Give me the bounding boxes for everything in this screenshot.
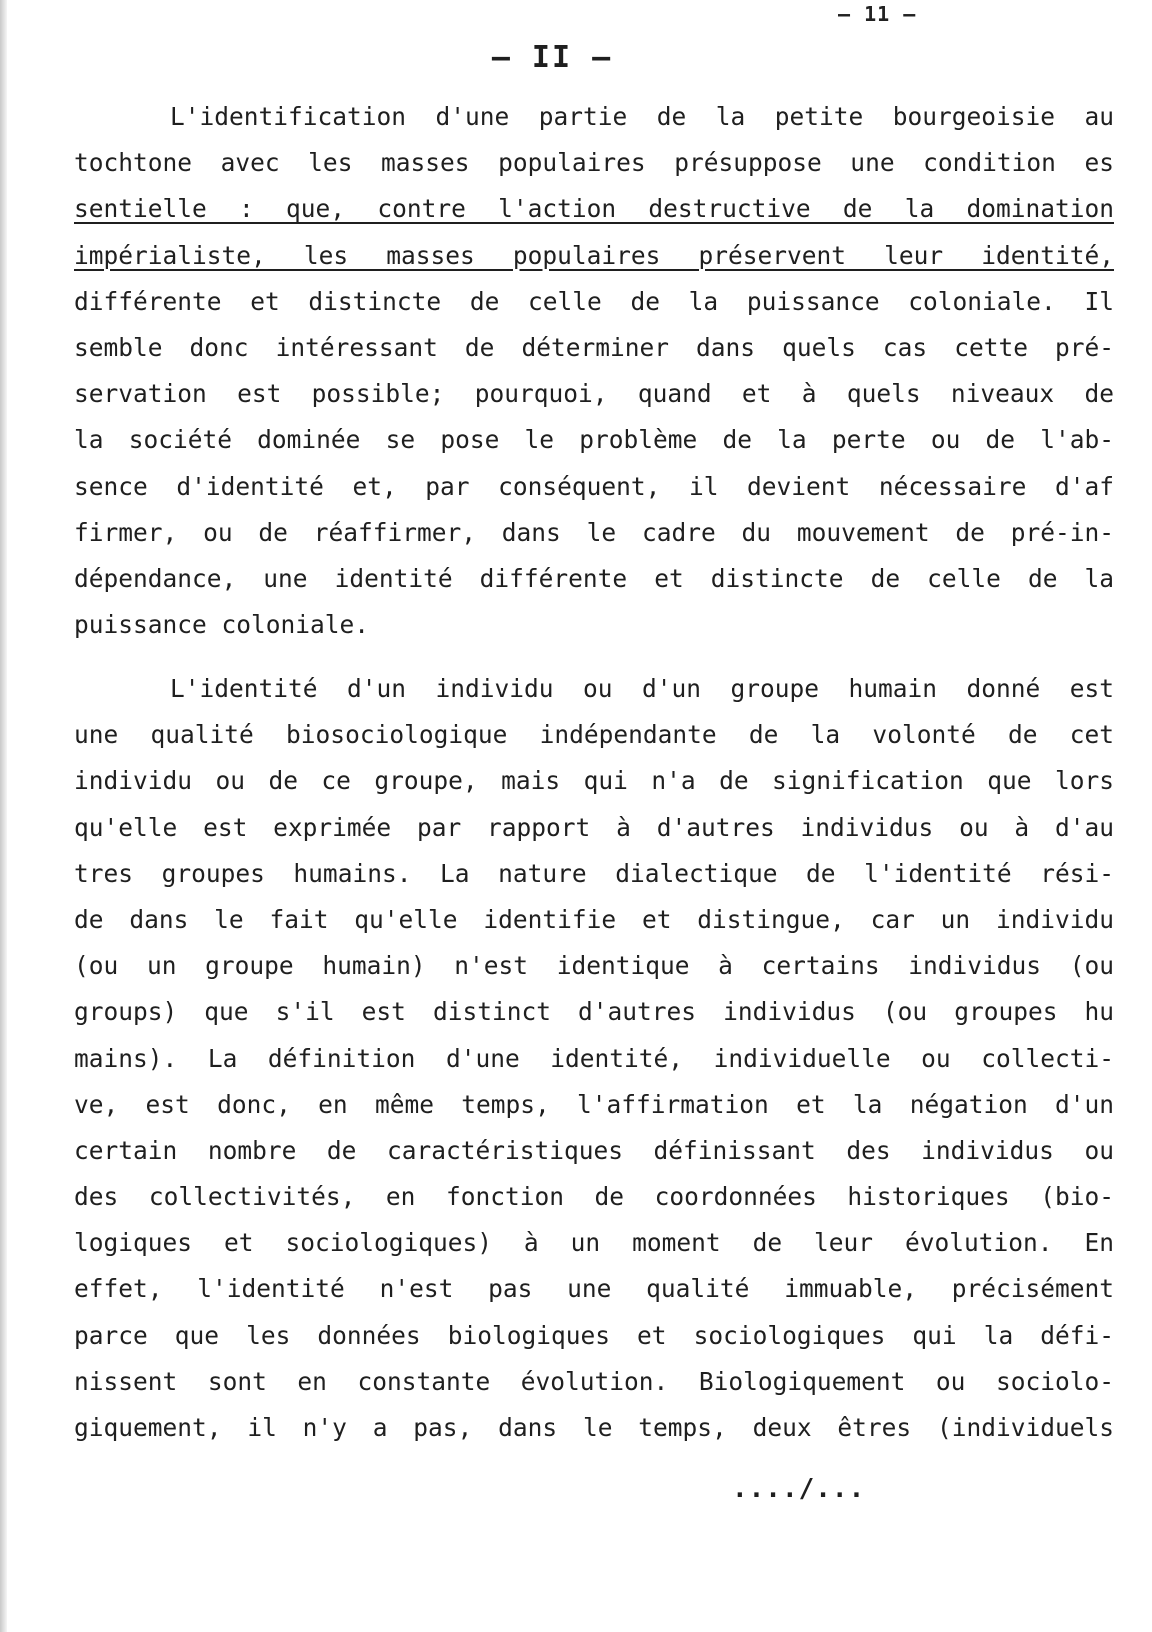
text-line: L'identité d'un individu ou d'un groupe humain donné est — [170, 674, 1114, 703]
page-number: – II – — [491, 40, 613, 75]
text-line: semble donc intéressant de déterminer dans quels cas cette pré- — [74, 332, 1114, 362]
text-line-underlined: sentielle : que, contre l'action destructive de la domination — [74, 194, 1114, 224]
text-line: servation est possible; pourquoi, quand et à quels niveaux de — [74, 379, 1114, 409]
text-line: nissent sont en constante évolution. Biologiquement ou sociolo- — [74, 1366, 1114, 1396]
continuation-marker: ..../... — [732, 1474, 866, 1504]
text-line: sence d'identité et, par conséquent, il devient nécessaire d'af — [74, 471, 1114, 501]
paragraph-1 — [74, 94, 1114, 648]
text-line: groups) que s'il est distinct d'autres individus (ou groupes hu — [74, 997, 1114, 1027]
text-line: qu'elle est exprimée par rapport à d'autres individus ou à d'au — [74, 812, 1114, 842]
text-line: mains). La définition d'une identité, individuelle ou collecti- — [74, 1043, 1114, 1073]
text-line-underlined: impérialiste, les masses populaires préservent leur identité, — [74, 240, 1114, 270]
text-line: giquement, il n'y a pas, dans le temps, deux êtres (individuels — [74, 1413, 1114, 1442]
top-page-number: – 11 – — [838, 2, 917, 26]
text-line: effet, l'identité n'est pas une qualité immuable, précisément — [74, 1274, 1114, 1304]
text-line: dépendance, une identité différente et distincte de celle de la — [74, 563, 1114, 593]
text-line: puissance coloniale. — [74, 610, 370, 640]
text-line: L'identification d'une partie de la petite bourgeoisie au — [170, 102, 1114, 131]
text-line: ve, est donc, en même temps, l'affirmation et la négation d'un — [74, 1089, 1114, 1119]
text-line: de dans le fait qu'elle identifie et distingue, car un individu — [74, 904, 1114, 934]
text-line: logiques et sociologiques) à un moment de leur évolution. En — [74, 1228, 1114, 1258]
text-line: tochtone avec les masses populaires présuppose une condition es — [74, 148, 1114, 178]
text-line: firmer, ou de réaffirmer, dans le cadre du mouvement de pré-in- — [74, 517, 1114, 547]
text-line: la société dominée se pose le problème de la perte ou de l'ab- — [74, 425, 1114, 455]
text-line: parce que les données biologiques et sociologiques qui la défi- — [74, 1320, 1114, 1350]
text-line: une qualité biosociologique indépendante de la volonté de cet — [74, 720, 1114, 750]
text-line: certain nombre de caractéristiques définissant des individus ou — [74, 1135, 1114, 1165]
text-line: différente et distincte de celle de la puissance coloniale. Il — [74, 286, 1114, 316]
scan-page-edge — [0, 0, 7, 1632]
paragraph-2 — [74, 666, 1114, 1451]
text-line: (ou un groupe humain) n'est identique à certains individus (ou — [74, 951, 1114, 981]
text-line: individu ou de ce groupe, mais qui n'a de signification que lors — [74, 766, 1114, 796]
text-line: des collectivités, en fonction de coordonnées historiques (bio- — [74, 1182, 1114, 1212]
text-line: tres groupes humains. La nature dialectique de l'identité rési- — [74, 858, 1114, 888]
